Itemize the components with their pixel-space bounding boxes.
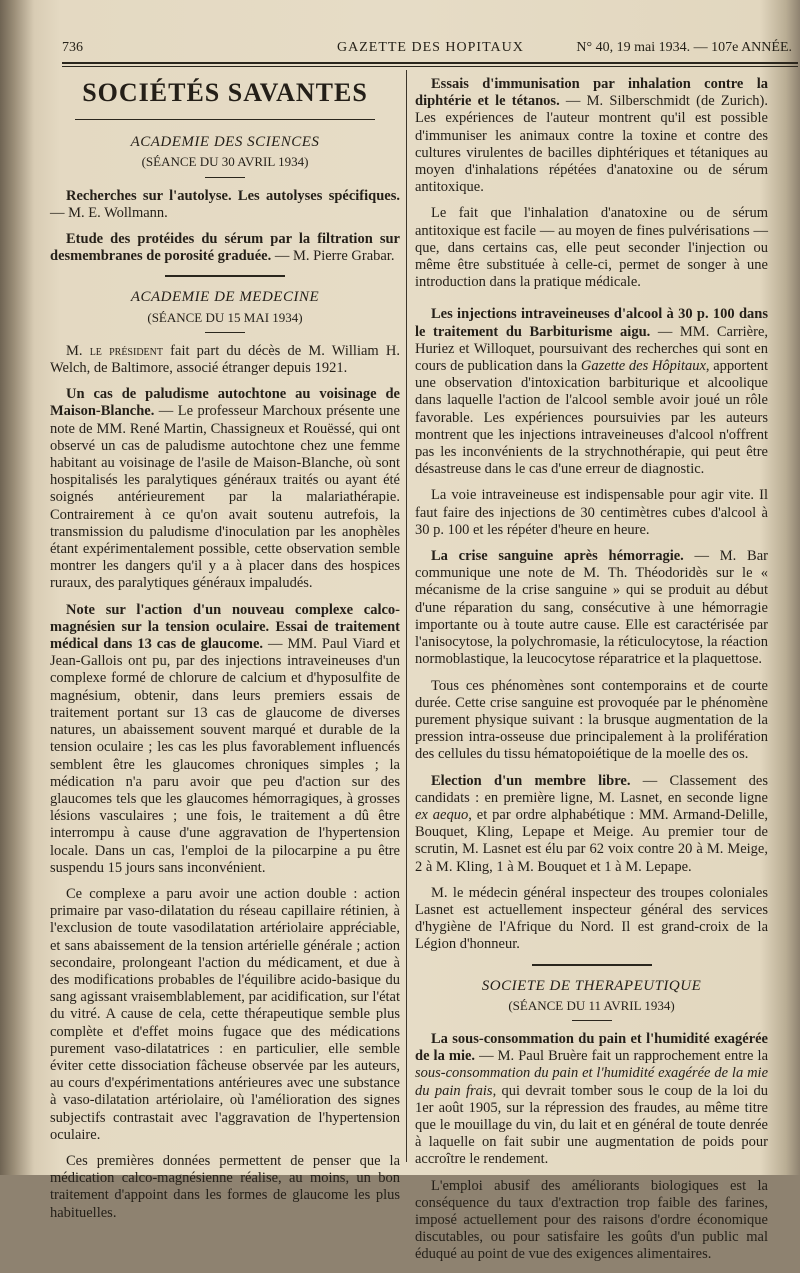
right-column bbox=[415, 76, 768, 1273]
divider bbox=[205, 177, 245, 178]
societe-therapeutique-heading: SOCIETE DE THERAPEUTIQUE bbox=[481, 977, 702, 994]
article-crise-sanguine: La crise sanguine après hémorragie. — M. Bar communique une note de M. Th. Théodoridès sur le « mécanisme de la crise sanguine » qui se produit au début d'une réparation du sang, consécutive à une hémorragie importante ou à toute autre cause. Elle est caractérisée par l'anisocytose, la polychromasie, la réticulocytose, la réaction normoblastique, la leucocytose réparatrice et la plaquettose. bbox=[415, 548, 768, 668]
article-immunisation-p2: Le fait que l'inhalation d'anatoxine ou de sérum antitoxique est facile — au moyen de fines pulvérisations — que, dans certains cas, elle peut seconder l'injection ou même être substituée à celle-ci, permet de songer à une introduction dans la pratique médicale. bbox=[415, 205, 768, 291]
article-glaucome-p3: Ces premières données permettent de penser que la médication calco-magnésienne réalise, au moins, un bon traitement d'appoint dans les formes de glaucome les plus habituelles. bbox=[50, 1152, 400, 1221]
page-number: 736 bbox=[62, 40, 83, 55]
article-president: M. le président fait part du décès de M. William H. Welch, de Baltimore, associé étranger depuis 1921. bbox=[50, 342, 400, 377]
divider bbox=[165, 275, 285, 277]
column-divider bbox=[406, 70, 407, 1162]
article-election: Election d'un membre libre. — Classement des candidats : en première ligne, M. Lasnet, en seconde ligne ex aequo, et par ordre alphabétique : MM. Armand-Delille, Bouquet, Kling, Lepape et Meige. Au premier tour de scrutin, M. Lasnet est élu par 62 voix contre 20 à M. Meige, 2 à M. Kling, 1 à M. Bouquet et 1 à M. Lepape. bbox=[415, 772, 769, 875]
article-paludisme: Un cas de paludisme autochtone au voisinage de Maison-Blanche. — Le professeur Marchoux présente une note de MM. René Martin, Chassigneux et Rouëssé, qui ont observé un cas de paludisme autochtone chez une femme habitant au voisinage de l'asile de Maison-Blanche, où sont hospitalisés les paralytiques généraux traités ou ayant été soignés antérieurement par la malariathérapie. Contrairement à ce qu'on avait soutenu autrefois, la transmission du paludisme d'inoculation par les anophèles étant expérimentalement possible, cette observation semble montrer les dangers qu'il y a à placer dans des hospices ruraux, des paralytiques généraux impaludés. bbox=[50, 386, 400, 592]
divider bbox=[532, 964, 652, 966]
academy-sciences-heading: ACADEMIE DES SCIENCES bbox=[130, 134, 320, 151]
article-pain-p2: L'emploi abusif des améliorants biologiques est la conséquence du taux d'extraction trop faible des farines, imposé actuellement pour des raisons d'ordre économique discutables, ou pour satisfaire les goûts d'un public mal éduqué au point de vue des exigences alimentaires. bbox=[415, 1177, 768, 1263]
article-glaucome-p2: Ce complexe a paru avoir une action double : action primaire par vaso-dilatation du réseau capillaire rétinien, à l'exclusion de toute vasodilatation artériolaire appréciable, et sans abaissement de la tension artérielle générale ; action secondaire, prolongeant l'action du médicament, et due à des modifications probables de l'équilibre acido-basique du sang agissant vraisemblablement, par acidification, sur l'état du vitré. A cause de cela, cette thérapeutique semble plus complète et d'effet moins fugace que des médications purement vaso-dilatatrices : en particulier, elle semble éviter cette dissociation fâcheuse observée par les auteurs, au cours d'expérimentations antérieures avec une substance à vaso-dilatation artériolaire, où l'amélioration des signes subjectifs contrastait avec l'aggravation de l'hypertension oculaire. bbox=[50, 885, 400, 1143]
issue-info: N° 40, 19 mai 1934. — 107e ANNÉE. bbox=[576, 40, 792, 55]
article-election-p2: M. le médecin général inspecteur des troupes coloniales Lasnet est actuellement inspecteur général des services d'hygiène de l'Afrique du Nord. Il est grand-croix de la Légion d'honneur. bbox=[415, 884, 768, 953]
article-immunisation: Essais d'immunisation par inhalation contre la diphtérie et le tétanos. — M. Silberschmidt (de Zurich). Les expériences de l'auteur montrent qu'il est possible d'immuniser les animaux contre la toxine et contre des cultures virulentes de bacilles diphtériques et tétaniques au moyen d'inhalations répétées d'anatoxine ou de sérum antitoxique. bbox=[415, 76, 768, 196]
section-title: SOCIÉTÉS SAVANTES bbox=[82, 78, 368, 107]
section-rule bbox=[75, 119, 375, 120]
article-crise-sanguine-p2: Tous ces phénomènes sont contemporains et de courte durée. Cette crise sanguine est provoquée par le phénomène purement physique suivant : la brusque augmentation de la pression intra-osseuse due principalement à la prolifération des cellules du tissu hématopoiétique de la moelle des os. bbox=[415, 677, 768, 763]
journal-title: GAZETTE DES HOPITAUX bbox=[337, 40, 524, 55]
divider bbox=[572, 1020, 612, 1021]
article-barbiturisme-p2: La voie intraveineuse est indispensable pour agir vite. Il faut faire des injections de 30 centimètres cubes d'alcool à 30 p. 100 et les répéter d'heure en heure. bbox=[415, 487, 768, 538]
article-autolyse: Recherches sur l'autolyse. Les autolyses spécifiques. — M. E. Wollmann. bbox=[50, 187, 400, 221]
header-rule-thin bbox=[62, 66, 798, 67]
article-barbiturisme: Les injections intraveineuses d'alcool à 30 p. 100 dans le traitement du Barbiturisme aigu. — MM. Carrière, Huriez et Willoquet, poursuivant des recherches qui sont en cours de publication dans la Gazette des Hôpitaux, apportent une observation d'intoxication barbiturique et alcoolique dans laquelle l'action de l'alcool semble avoir joué un rôle favorable. Les expériences poursuivies par les auteurs montrent que les injections intraveineuses d'alcool n'offrent pas les inconvénients de la strychnothérapie, qui peut être désastreuse dans le cas d'une erreur de diagnostic. bbox=[415, 306, 769, 478]
academy-medecine-session: (SÉANCE DU 15 MAI 1934) bbox=[147, 309, 303, 325]
running-head bbox=[62, 40, 798, 60]
academy-sciences-session: (SÉANCE DU 30 AVRIL 1934) bbox=[141, 154, 309, 170]
societe-therapeutique-session: (SÉANCE DU 11 AVRIL 1934) bbox=[508, 997, 675, 1013]
divider bbox=[205, 332, 245, 333]
left-column bbox=[50, 76, 400, 1231]
article-glaucome: Note sur l'action d'un nouveau complexe calco-magnésien sur la tension oculaire. Essai de traitement médical dans 13 cas de glaucome. — MM. Paul Viard et Jean-Gallois ont pu, par des injections intraveineuses d'un complexe formé de chlorure de calcium et d'hyposulfite de magnésium, obtenir, dans leurs premiers essais de traitement portant sur 13 cas de glaucome de diverses natures, un abaissement souvent marqué et durable de la tension oculaire ; les cas les plus favorablement influencés semblent être les glaucomes chroniques simples ; la médication n'a paru avoir que peu d'action sur des glaucomes tels que les glaucomes hémorragiques, à grosses lésions vasculaires ; une fois, le traitement a dû être interrompu à cause d'une aggravation de l'hypertension locale. Dans un cas, l'emploi de la pilocarpine a pu être suspendu 15 jours sans inconvénient. bbox=[50, 601, 400, 876]
header-rule bbox=[62, 62, 798, 64]
article-proteides: Etude des protéides du sérum par la filtration sur desmembranes de porosité graduée. — M. Pierre Grabar. bbox=[50, 231, 400, 265]
academy-medecine-heading: ACADEMIE DE MEDECINE bbox=[130, 289, 320, 306]
article-pain: La sous-consommation du pain et l'humidité exagérée de la mie. — M. Paul Bruère fait un rapprochement entre la sous-consommation du pain et l'humidité exagérée de la mie du pain frais, qui devrait tomber sous le coup de la loi du 1er août 1905, sur la répression des fraudes, au même titre que le mouillage du vin, du lait et en général de toute denrée à laquelle on fait subir une augmentation de poids pour accroître le rendement. bbox=[415, 1030, 769, 1168]
